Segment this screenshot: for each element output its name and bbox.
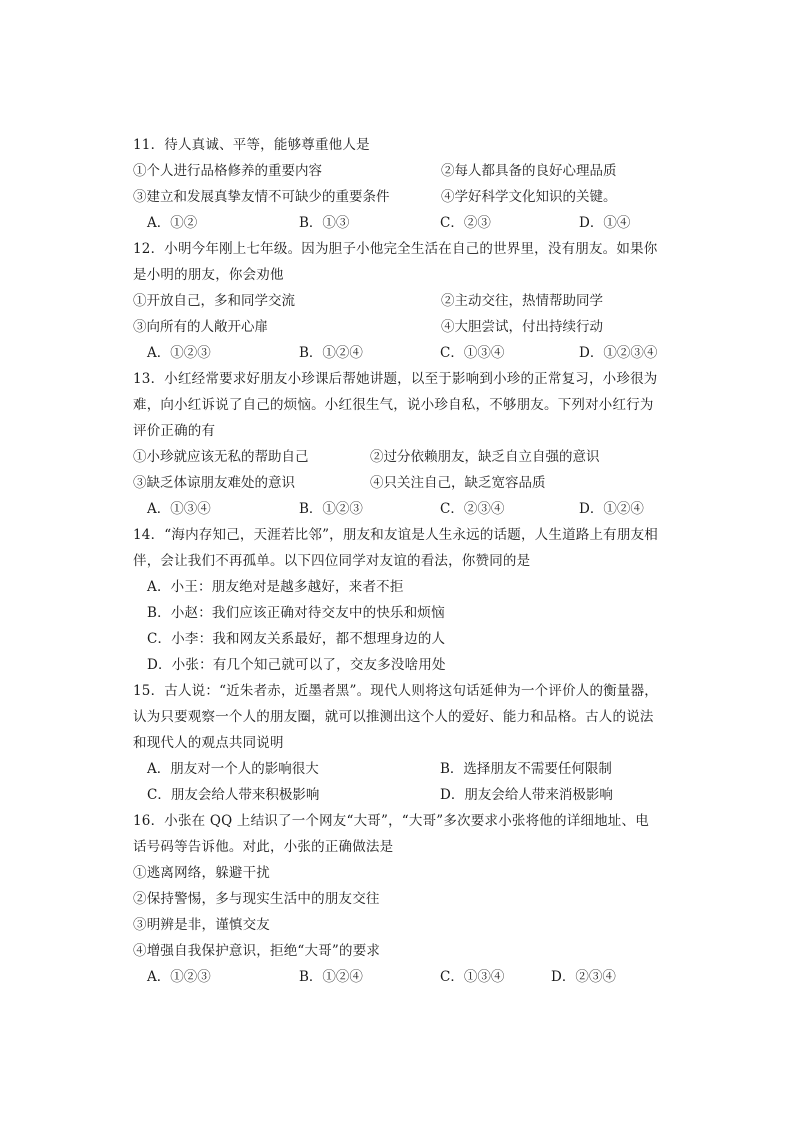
q11-option-d: D．①④ [579,215,631,231]
q12-statement-3: ③向所有的人敞开心扉 [133,319,268,335]
q13-stem-line-1: 13．小红经常要求好朋友小珍课后帮她讲题，以至于影响到小珍的正常复习，小珍很为 [133,371,658,387]
q14-choice-b: B．小赵：我们应该正确对待交友中的快乐和烦恼 [147,605,445,621]
q16-option-b: B．①②④ [299,969,363,985]
q14-choice-a: A．小王：朋友绝对是越多越好，来者不拒 [147,579,404,595]
q15-stem-line-3: 和现代人的观点共同说明 [133,735,284,751]
q14-stem-line-2: 伴，会让我们不再孤单。以下四位同学对友谊的看法，你赞同的是 [133,553,531,569]
q12-statement-1: ①开放自己，多和同学交流 [133,293,295,309]
q16-option-c: C．①③④ [440,969,505,985]
q14-stem-line-1: 14．“海内存知己，天涯若比邻”，朋友和友谊是人生永远的话题，人生道路上有朋友相 [133,527,658,543]
q15-choice-d: D．朋友会给人带来消极影响 [440,787,613,803]
q13-statements-row-2 [133,474,733,492]
q15-choices-row-1 [133,760,733,778]
q15-choice-a: A．朋友对一个人的影响很大 [147,761,319,777]
q12-stem-line-1: 12．小明今年刚上七年级。因为胆子小他完全生活在自己的世界里，没有朋友。如果你 [133,241,658,257]
q16-statement-3: ③明辨是非，谨慎交友 [133,917,270,933]
q12-option-d: D．①②③④ [579,345,658,361]
q12-statements-row-1 [133,292,733,310]
q15-stem-line-2: 认为只要观察一个人的朋友圈，就可以推测出这个人的爱好、能力和品格。古人的说法 [133,709,654,725]
q11-stem: 11．待人真诚、平等，能够尊重他人是 [133,137,370,153]
q11-statement-1: ①个人进行品格修养的重要内容 [133,163,322,179]
q11-statement-2: ②每人都具备的良好心理品质 [441,163,617,179]
q12-statements-row-2 [133,318,733,336]
q12-stem-line-2: 是小明的朋友，你会劝他 [133,267,284,283]
q13-option-a: A．①③④ [147,501,211,517]
q16-option-d: D．②③④ [551,969,616,985]
q16-stem-line-2: 话号码等告诉他。对此，小张的正确做法是 [133,839,394,855]
q12-options [133,344,733,362]
q12-statement-2: ②主动交往，热情帮助同学 [441,293,603,309]
q13-statements-row-1 [133,448,733,466]
q13-option-b: B．①②③ [299,501,363,517]
q11-statements-row-1 [133,162,733,180]
q11-option-a: A．①② [147,215,198,231]
q13-statement-4: ④只关注自己，缺乏宽容品质 [370,475,546,491]
q12-option-b: B．①②④ [299,345,363,361]
q15-choice-b: B．选择朋友不需要任何限制 [440,761,612,777]
q12-statement-4: ④大胆尝试，付出持续行动 [441,319,603,335]
q16-stem-line-1: 16．小张在 QQ 上结识了一个网友“大哥”，“大哥”多次要求小张将他的详细地址、电 [133,813,649,829]
q13-statement-2: ②过分依赖朋友，缺乏自立自强的意识 [370,449,600,465]
q11-options [133,214,733,232]
q12-option-a: A．①②③ [147,345,211,361]
q15-choices-row-2 [133,786,733,804]
q14-choice-c: C．小李：我和网友关系最好，都不想理身边的人 [147,631,446,647]
q16-statement-4: ④增强自我保护意识，拒绝“大哥”的要求 [133,943,381,959]
q11-statement-4: ④学好科学文化知识的关键。 [441,189,617,205]
q16-options [133,968,733,986]
q15-stem-line-1: 15．古人说：“近朱者赤，近墨者黑”。现代人则将这句话延伸为一个评价人的衡量器， [133,683,658,699]
q11-option-b: B．①③ [299,215,350,231]
q13-option-d: D．①②④ [579,501,644,517]
q13-stem-line-3: 评价正确的有 [133,423,216,439]
q16-option-a: A．①②③ [147,969,211,985]
q13-options [133,500,733,518]
q11-option-c: C．②③ [440,215,491,231]
q16-statement-2: ②保持警惕，多与现实生活中的朋友交往 [133,891,380,907]
q14-choice-d: D．小张：有几个知己就可以了，交友多没啥用处 [147,657,446,673]
q13-option-c: C．②③④ [440,501,505,517]
q13-statement-3: ③缺乏体谅朋友难处的意识 [133,475,295,491]
q11-statements-row-2 [133,188,733,206]
q15-choice-c: C．朋友会给人带来积极影响 [147,787,320,803]
q13-stem-line-2: 难，向小红诉说了自己的烦恼。小红很生气，说小珍自私，不够朋友。下列对小红行为 [133,397,654,413]
q12-option-c: C．①③④ [440,345,505,361]
q11-statement-3: ③建立和发展真挚友情不可缺少的重要条件 [133,189,390,205]
q16-statement-1: ①逃离网络，躲避干扰 [133,865,270,881]
q13-statement-1: ①小珍就应该无私的帮助自己 [133,449,309,465]
